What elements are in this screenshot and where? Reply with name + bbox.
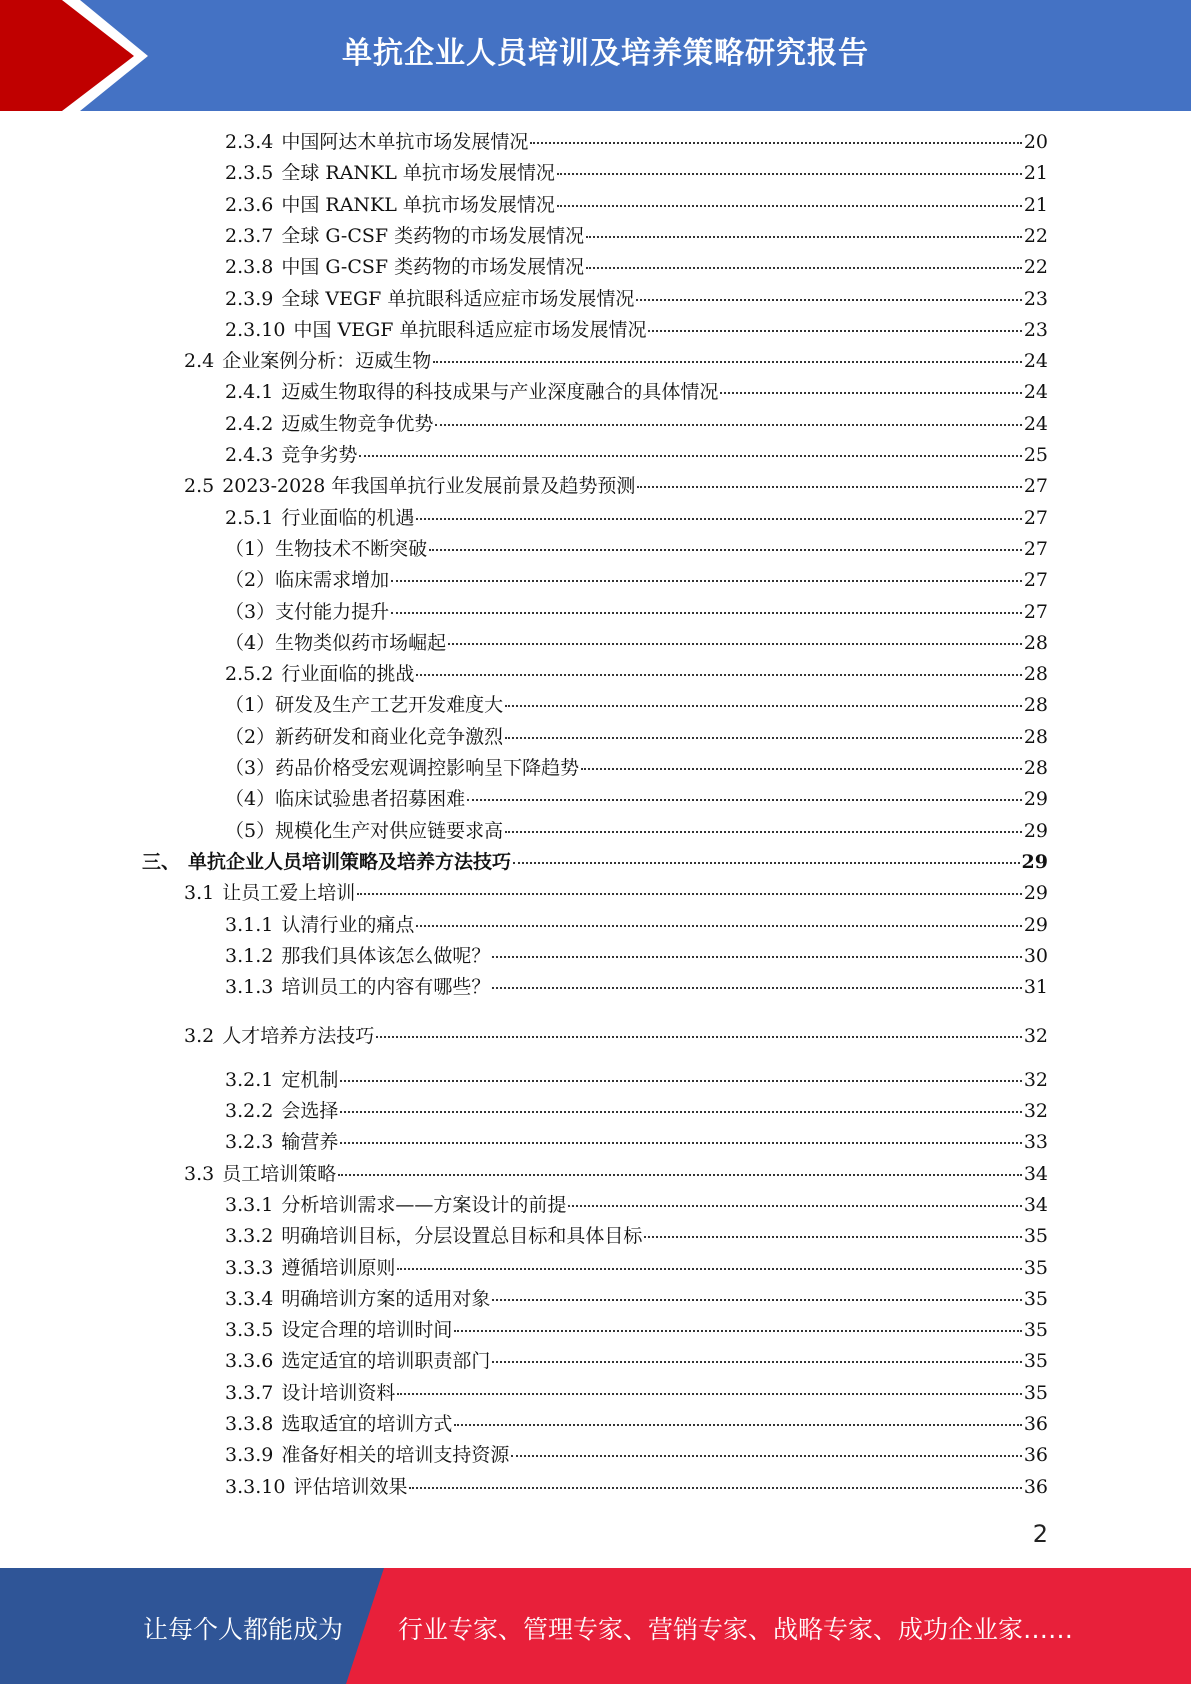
toc-entry[interactable] <box>225 1191 1048 1219</box>
toc-entry[interactable] <box>225 973 1048 1001</box>
toc-entry[interactable] <box>225 629 1048 657</box>
toc-entry-number: 2.4.3 <box>225 444 274 466</box>
toc-dot-leader <box>505 705 1022 707</box>
toc-entry-number: 3.1 <box>184 882 215 905</box>
toc-entry-number: 2.4.2 <box>225 412 274 435</box>
toc-entry-number: 2.3.5 <box>225 162 274 185</box>
toc-entry-page: 29 <box>1023 882 1048 905</box>
toc-entry[interactable] <box>184 347 1048 375</box>
toc-entry-number: 2.4.1 <box>225 381 274 404</box>
toc-entry-page: 24 <box>1023 350 1048 373</box>
toc-entry-page: 28 <box>1023 694 1048 717</box>
toc-entry-page: 35 <box>1023 1287 1048 1310</box>
toc-dot-leader <box>557 173 1022 175</box>
toc-dot-leader <box>492 987 1021 989</box>
toc-entry-title: 定机制 <box>281 1068 339 1091</box>
toc-entry-title: 临床试验患者招募困难 <box>275 788 466 811</box>
toc-entry[interactable] <box>225 691 1048 719</box>
toc-dot-leader <box>338 1174 1022 1176</box>
toc-entry-page: 36 <box>1023 1413 1048 1435</box>
toc-entry[interactable] <box>225 1441 1048 1469</box>
toc-entry-title: 准备好相关的培训支持资源 <box>281 1444 510 1467</box>
toc-entry-title: 生物类似药市场崛起 <box>275 631 447 654</box>
toc-entry-number: 2.5.2 <box>225 663 274 686</box>
toc-entry-page: 28 <box>1023 757 1048 779</box>
toc-entry[interactable] <box>225 817 1048 845</box>
toc-entry-page: 21 <box>1023 162 1048 185</box>
toc-entry-title: 让员工爱上培训 <box>222 882 356 905</box>
footer-slogan-right: 行业专家、管理专家、营销专家、战略专家、成功企业家…… <box>398 1615 1074 1644</box>
toc-entry-title: 评估培训效果 <box>293 1475 408 1498</box>
toc-entry-number: （4） <box>225 788 276 811</box>
toc-entry-title: 选定适宜的培训职责部门 <box>281 1350 491 1373</box>
toc-entry-number: 2.3.10 <box>225 318 286 341</box>
toc-dot-leader <box>357 893 1022 895</box>
toc-entry-title: 企业案例分析：迈威生物 <box>222 350 432 373</box>
toc-entry-title: 认清行业的痛点 <box>281 913 415 936</box>
toc-entry-number: 3.2.1 <box>225 1068 274 1091</box>
toc-entry-page: 22 <box>1023 224 1048 247</box>
toc-entry-page: 27 <box>1023 475 1048 498</box>
toc-dot-leader <box>454 1424 1021 1426</box>
toc-entry-title: 单抗企业人员培训策略及培养方法技巧 <box>188 850 512 873</box>
toc-entry-page: 27 <box>1023 537 1048 560</box>
toc-entry-number: （5） <box>225 819 276 842</box>
toc-entry-title: 迈威生物竞争优势 <box>281 412 434 435</box>
toc-entry[interactable] <box>225 723 1048 751</box>
toc-entry-page: 28 <box>1023 725 1048 748</box>
toc-entry-page: 32 <box>1023 1100 1048 1122</box>
toc-dot-leader <box>568 1205 1021 1207</box>
page-header <box>0 0 1191 111</box>
toc-entry-title: 培训员工的内容有哪些？ <box>281 976 491 999</box>
toc-entry-number: 3.3.7 <box>225 1381 274 1404</box>
toc-entry-page: 29 <box>1021 850 1048 873</box>
toc-entry[interactable] <box>184 1022 1048 1050</box>
toc-entry-number: 2.3.4 <box>225 131 274 153</box>
toc-dot-leader <box>557 205 1022 207</box>
toc-entry-title: 中国 G-CSF 类药物的市场发展情况 <box>281 256 585 279</box>
toc-entry-number: 3.2.2 <box>225 1100 274 1122</box>
toc-entry[interactable] <box>225 1066 1048 1094</box>
toc-dot-leader <box>376 1036 1022 1038</box>
toc-entry[interactable] <box>225 1222 1048 1250</box>
toc-entry[interactable] <box>225 1473 1048 1501</box>
toc-entry-page: 25 <box>1023 444 1048 466</box>
toc-entry-page: 27 <box>1023 506 1048 529</box>
toc-dot-leader <box>467 799 1022 801</box>
toc-entry-title: 生物技术不断突破 <box>275 537 428 560</box>
toc-entry-number: 3.1.1 <box>225 913 274 936</box>
toc-entry-number: 3.1.3 <box>225 976 274 999</box>
toc-entry-title: 竞争劣势 <box>281 444 358 466</box>
toc-entry-title: 设定合理的培训时间 <box>281 1319 453 1342</box>
toc-dot-leader <box>636 299 1021 301</box>
toc-entry-number: （3） <box>225 600 276 623</box>
toc-entry-number: （2） <box>225 569 276 592</box>
toc-entry-title: 明确培训方案的适用对象 <box>281 1287 491 1310</box>
toc-entry-title: 全球 VEGF 单抗眼科适应症市场发展情况 <box>281 287 635 310</box>
toc-dot-leader <box>513 862 1020 864</box>
toc-dot-leader <box>648 330 1021 332</box>
toc-entry-number: 3.2.3 <box>225 1131 274 1154</box>
toc-dot-leader <box>454 1330 1021 1332</box>
toc-entry-page: 35 <box>1023 1225 1048 1248</box>
toc-entry-title: 中国 VEGF 单抗眼科适应症市场发展情况 <box>293 318 647 341</box>
toc-entry[interactable] <box>225 1316 1048 1344</box>
toc-entry-number: （1） <box>225 537 276 560</box>
toc-entry-number: 三、 <box>142 850 181 873</box>
toc-entry-number: 2.3.8 <box>225 256 274 279</box>
toc-dot-leader <box>637 486 1021 488</box>
toc-dot-leader <box>340 1080 1021 1082</box>
toc-entry[interactable] <box>225 1347 1048 1375</box>
toc-entry-page: 35 <box>1023 1350 1048 1373</box>
toc-entry[interactable] <box>225 1410 1048 1438</box>
toc-entry-number: 2.4 <box>184 350 215 373</box>
toc-entry[interactable] <box>225 1379 1048 1407</box>
toc-entry[interactable] <box>225 1097 1048 1125</box>
toc-dot-leader <box>720 392 1021 394</box>
toc-entry[interactable] <box>184 472 1048 500</box>
toc-entry-title: 临床需求增加 <box>275 569 390 592</box>
toc-entry-number: （3） <box>225 757 276 779</box>
footer-slogan-left: 让每个人都能成为 <box>143 1615 344 1644</box>
toc-entry-number: （2） <box>225 725 276 748</box>
toc-entry-number: （4） <box>225 631 276 654</box>
toc-entry-title: 分析培训需求——方案设计的前提 <box>281 1193 567 1216</box>
toc-entry-page: 35 <box>1023 1256 1048 1279</box>
toc-entry[interactable] <box>225 535 1048 563</box>
toc-entry-title: 行业面临的挑战 <box>281 663 415 686</box>
toc-entry[interactable] <box>225 785 1048 813</box>
toc-entry-title: 行业面临的机遇 <box>281 506 415 529</box>
toc-entry-page: 36 <box>1023 1475 1048 1498</box>
toc-entry-title: 中国阿达木单抗市场发展情况 <box>281 131 529 153</box>
toc-entry-page: 31 <box>1023 976 1048 999</box>
toc-entry[interactable] <box>225 911 1048 939</box>
toc-entry-number: 2.5.1 <box>225 506 274 529</box>
toc-dot-leader <box>340 1111 1021 1113</box>
toc-entry-title: 新药研发和商业化竞争激烈 <box>275 725 504 748</box>
toc-entry[interactable] <box>225 660 1048 688</box>
toc-dot-leader <box>435 424 1021 426</box>
toc-dot-leader <box>530 142 1021 144</box>
toc-entry-title: 药品价格受宏观调控影响呈下降趋势 <box>275 757 580 779</box>
toc-entry-title: 遵循培训原则 <box>281 1256 396 1279</box>
toc-entry-page: 35 <box>1023 1319 1048 1342</box>
toc-dot-leader <box>416 674 1021 676</box>
toc-entry-title: 选取适宜的培训方式 <box>281 1413 453 1435</box>
toc-entry-page: 35 <box>1023 1381 1048 1404</box>
toc-entry-title: 明确培训目标，分层设置总目标和具体目标 <box>281 1225 643 1248</box>
toc-dot-leader <box>397 1268 1021 1270</box>
toc-entry-page: 21 <box>1023 193 1048 216</box>
toc-entry-page: 27 <box>1023 600 1048 623</box>
toc-dot-leader <box>492 1361 1021 1363</box>
toc-entry[interactable] <box>225 128 1048 156</box>
toc-entry-page: 29 <box>1023 788 1048 811</box>
toc-entry-title: 规模化生产对供应链要求高 <box>275 819 504 842</box>
page-footer <box>0 1568 1191 1684</box>
toc-entry-page: 30 <box>1023 944 1048 967</box>
toc-entry-page: 28 <box>1023 631 1048 654</box>
toc-entry[interactable] <box>225 159 1048 187</box>
toc-dot-leader <box>416 518 1021 520</box>
toc-entry-page: 32 <box>1023 1068 1048 1091</box>
toc-entry[interactable] <box>225 410 1048 438</box>
toc-entry[interactable] <box>225 942 1048 970</box>
toc-entry-number: 3.3.10 <box>225 1475 286 1498</box>
toc-entry-number: 3.3.8 <box>225 1413 274 1435</box>
toc-entry-number: 2.3.9 <box>225 287 274 310</box>
toc-dot-leader <box>505 737 1022 739</box>
toc-entry-number: （1） <box>225 694 276 717</box>
toc-entry[interactable] <box>225 754 1048 782</box>
toc-entry-page: 22 <box>1023 256 1048 279</box>
toc-entry-page: 33 <box>1023 1131 1048 1154</box>
toc-entry-title: 设计培训资料 <box>281 1381 396 1404</box>
toc-entry-number: 3.3.6 <box>225 1350 274 1373</box>
toc-dot-leader <box>505 831 1022 833</box>
toc-entry[interactable] <box>225 504 1048 532</box>
toc-entry-page: 34 <box>1023 1193 1048 1216</box>
toc-dot-leader <box>511 1455 1021 1457</box>
toc-entry[interactable] <box>225 253 1048 281</box>
toc-dot-leader <box>409 1487 1021 1489</box>
toc-entry[interactable] <box>225 285 1048 313</box>
toc-entry[interactable] <box>225 1285 1048 1313</box>
toc-entry-number: 3.3.9 <box>225 1444 274 1467</box>
toc-entry-number: 3.1.2 <box>225 944 274 967</box>
toc-entry-title: 迈威生物取得的科技成果与产业深度融合的具体情况 <box>281 381 719 404</box>
toc-entry[interactable] <box>225 316 1048 344</box>
toc-entry-number: 3.3.1 <box>225 1193 274 1216</box>
toc-entry[interactable] <box>225 222 1048 250</box>
toc-entry-page: 28 <box>1023 663 1048 686</box>
toc-entry-number: 2.5 <box>184 475 215 498</box>
toc-entry-number: 3.3 <box>184 1162 215 1185</box>
toc-entry[interactable] <box>184 1160 1048 1188</box>
toc-entry-number: 3.3.3 <box>225 1256 274 1279</box>
toc-entry-page: 23 <box>1023 287 1048 310</box>
toc-dot-leader <box>586 267 1022 269</box>
toc-dot-leader <box>492 956 1021 958</box>
toc-entry-page: 29 <box>1023 819 1048 842</box>
toc-entry[interactable] <box>225 598 1048 626</box>
toc-dot-leader <box>433 361 1022 363</box>
toc-entry[interactable] <box>142 848 1048 876</box>
toc-entry-page: 27 <box>1023 569 1048 592</box>
toc-dot-leader <box>397 1393 1021 1395</box>
toc-entry-title: 全球 RANKL 单抗市场发展情况 <box>281 162 555 185</box>
toc-dot-leader <box>391 612 1022 614</box>
toc-dot-leader <box>586 236 1022 238</box>
toc-entry-number: 3.3.2 <box>225 1225 274 1248</box>
toc-entry-page: 23 <box>1023 318 1048 341</box>
toc-dot-leader <box>391 580 1022 582</box>
toc-dot-leader <box>644 1236 1021 1238</box>
toc-dot-leader <box>448 643 1022 645</box>
page-number: 2 <box>1032 1520 1048 1548</box>
toc-dot-leader <box>429 549 1022 551</box>
toc-entry-title: 那我们具体该怎么做呢？ <box>281 944 491 967</box>
toc-entry-number: 2.3.6 <box>225 193 274 216</box>
toc-dot-leader <box>416 925 1021 927</box>
toc-entry-title: 员工培训策略 <box>222 1162 337 1185</box>
toc-entry-title: 输营养 <box>281 1131 339 1154</box>
toc-entry-title: 人才培养方法技巧 <box>222 1025 375 1048</box>
toc-entry-title: 支付能力提升 <box>275 600 390 623</box>
toc-entry-page: 34 <box>1023 1162 1048 1185</box>
toc-entry-number: 2.3.7 <box>225 224 274 247</box>
toc-dot-leader <box>492 1299 1021 1301</box>
toc-entry-page: 24 <box>1023 381 1048 404</box>
toc-entry-page: 24 <box>1023 412 1048 435</box>
toc-entry-title: 会选择 <box>281 1100 339 1122</box>
toc-entry-title: 中国 RANKL 单抗市场发展情况 <box>281 193 555 216</box>
toc-entry[interactable] <box>225 566 1048 594</box>
toc-entry-page: 29 <box>1023 913 1048 936</box>
toc-entry[interactable] <box>184 879 1048 907</box>
toc-entry[interactable] <box>225 1254 1048 1282</box>
toc-entry[interactable] <box>225 191 1048 219</box>
toc-entry[interactable] <box>225 1128 1048 1156</box>
toc-entry-title: 研发及生产工艺开发难度大 <box>275 694 504 717</box>
toc-entry-page: 20 <box>1023 131 1048 153</box>
toc-entry-page: 32 <box>1023 1025 1048 1048</box>
toc-entry[interactable] <box>225 441 1048 469</box>
toc-entry-title: 2023-2028 年我国单抗行业发展前景及趋势预测 <box>222 475 636 498</box>
toc-dot-leader <box>340 1142 1021 1144</box>
toc-dot-leader <box>581 768 1022 770</box>
toc-entry-number: 3.3.5 <box>225 1319 274 1342</box>
toc-entry-number: 3.2 <box>184 1025 215 1048</box>
toc-entry-number: 3.3.4 <box>225 1287 274 1310</box>
toc-entry-title: 全球 G-CSF 类药物的市场发展情况 <box>281 224 585 247</box>
toc-entry-page: 36 <box>1023 1444 1048 1467</box>
toc-entry[interactable] <box>225 378 1048 406</box>
report-title: 单抗企业人员培训及培养策略研究报告 <box>342 36 869 71</box>
toc-dot-leader <box>359 455 1021 457</box>
